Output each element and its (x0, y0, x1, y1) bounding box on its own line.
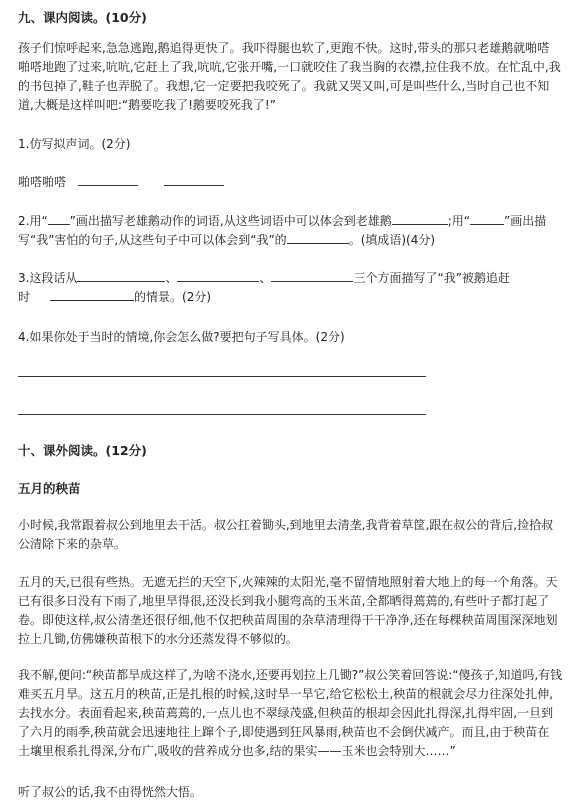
paragraph-line: 我不解,便问:“秧苗都旱成这样了,为啥不浇水,还要再划拉上几锄?”叔公笑着回答说:“傻孩子,知道吗,有钱 (18, 668, 563, 682)
answer-blank[interactable] (392, 212, 448, 225)
answer-line[interactable] (18, 414, 426, 415)
answer-blank[interactable] (287, 231, 349, 244)
paragraph-line: 五月的天,已很有些热。无遮无拦的天空下,火辣辣的太阳光,毫不留情地照射着大地上的每一个角落。天 (18, 575, 558, 589)
question-4-text: 4.如果你处于当时的情境,你会怎么做?要把句子写具体。(2分) (18, 330, 345, 344)
paragraph-line: 难买五月旱。这五月的秧苗,正是扎根的时候,这时旱一旱它,给它松松土,秧苗的根就会尽力往深处扎伸, (18, 687, 554, 701)
answer-line[interactable] (18, 376, 426, 377)
section-9-heading: 九、课内阅读。(10分) (18, 10, 147, 25)
paragraph-line: 拉上几锄,仿佛嫌秧苗根下的水分还蒸发得不够似的。 (18, 632, 298, 646)
question-1-prefix: 啪嗒啪嗒 (18, 175, 67, 189)
paragraph-line: 土壤里根系扎得深,分布广,吸收的营养成分也多,结的果实——玉米也会特别大……” (18, 744, 456, 758)
question-3-text: 3.这段话从 (18, 271, 78, 285)
answer-blank[interactable] (177, 269, 259, 282)
question-3-text: 的情景。(2分) (134, 290, 212, 304)
question-2-text: ;用“ (447, 214, 470, 228)
question-3-text: 、 (165, 271, 178, 285)
answer-blank[interactable] (271, 269, 353, 282)
section-10-heading: 十、课外阅读。(12分) (18, 443, 147, 458)
answer-blank[interactable] (78, 173, 138, 186)
paragraph-line: 小时候,我常跟着叔公到地里去干活。叔公扛着锄头,到地里去清垄,我背着草筐,跟在叔公的背后,捡拾叔 (18, 518, 554, 532)
question-1-text: 1.仿写拟声词。(2分) (18, 137, 131, 151)
question-3-text: 时 (18, 290, 31, 304)
question-3-text: 、 (259, 271, 272, 285)
paragraph-line: 去找水分。表面看起来,秧苗蔫蔫的,一点儿也不翠绿茂盛,但秧苗的根却会因此扎得深,扎得牢固,一旦到 (18, 706, 554, 720)
answer-blank[interactable] (470, 212, 504, 225)
question-3-line-1 (18, 269, 510, 288)
passage-line: 道,大概是这样叫吧:“鹅要吃我了!鹅要咬死我了!” (18, 98, 276, 112)
question-3-text: 三个方面描写了“我”被鹅追赶 (353, 271, 510, 285)
answer-blank[interactable] (48, 212, 70, 225)
passage-line: 的书包掉了,鞋子也弄脱了。我想,它一定要把我咬死了。我就又哭又叫,可是叫些什么,当时自己也不知 (18, 79, 550, 93)
passage-line: 孩子们惊呼起来,急急逃跑,鹅追得更快了。我吓得腿也软了,更跑不快。这时,带头的那只老雄鹅就啪嗒 (18, 41, 550, 55)
article-title: 五月的秧苗 (18, 481, 81, 496)
question-2-line-2 (18, 231, 435, 250)
answer-blank[interactable] (77, 269, 165, 282)
question-3-line-2 (18, 288, 211, 307)
paragraph-line: 已有很多日没有下雨了,地里旱得很,还没长到我小腿弯高的玉米苗,全都晒得蔫蔫的,有些叶子都打起了 (18, 594, 550, 608)
question-1-answer-row (18, 173, 224, 192)
question-2-line-1 (18, 212, 546, 231)
paragraph-line: 公清除下来的杂草。 (18, 537, 127, 551)
paragraph-line: 卷。即使这样,叔公清垄还很仔细,他不仅把秧苗周围的杂草清理得干干净净,还在每棵秧苗周围深深地划 (18, 613, 558, 627)
passage-line: 啪嗒地跑了过来,吭吭,它赶上了我,吭吭,它张开嘴,一口就咬住了我当胸的衣襟,拉住我不放。在忙乱中,我 (18, 60, 561, 74)
question-2-text: 2.用“ (18, 214, 48, 228)
question-2-text: ”画出描 (503, 214, 547, 228)
paragraph-line: 了六月的雨季,秧苗就会迅速地往上蹿个子,即使遇到狂风暴雨,秧苗也不会倒伏减产。而且,由于秧苗在 (18, 725, 550, 739)
question-2-text: 写“我”害怕的句子,从这些句子中可以体会到“我”的 (18, 233, 287, 247)
question-2-text: 。(填成语)(4分) (348, 233, 436, 247)
paragraph-line: 听了叔公的话,我不由得恍然大悟。 (18, 785, 202, 799)
question-2-text: ”画出描写老雄鹅动作的词语,从这些词语中可以体会到老雄鹅 (69, 214, 392, 228)
answer-blank[interactable] (164, 173, 224, 186)
answer-blank[interactable] (50, 288, 134, 301)
